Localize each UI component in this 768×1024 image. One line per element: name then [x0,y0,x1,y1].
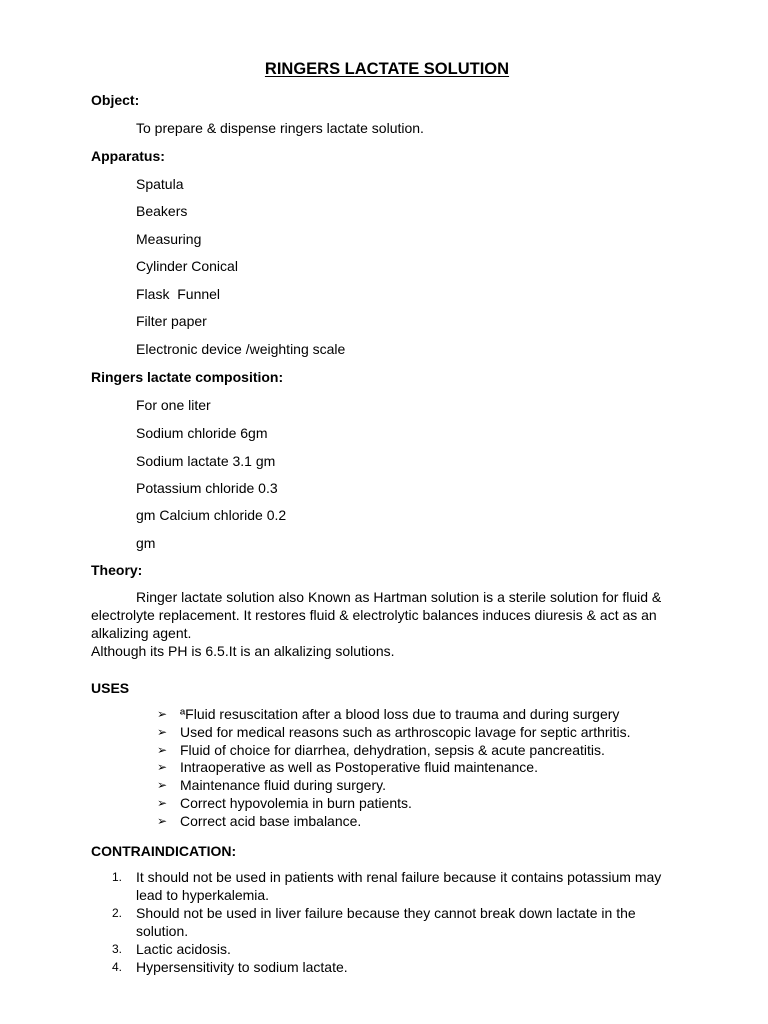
arrow-bullet-icon: ➢ [157,724,168,739]
arrow-bullet-icon: ➢ [157,795,168,810]
theory-heading: Theory: [91,562,143,578]
apparatus-item: Measuring [136,231,202,247]
contraindication-item: 4. Hypersensitivity to sodium lactate. [112,959,348,975]
composition-item: Sodium lactate 3.1 gm [136,453,276,469]
composition-heading: Ringers lactate composition: [91,369,284,385]
apparatus-item: Filter paper [136,313,207,329]
composition-item: gm Calcium chloride 0.2 [136,507,287,523]
theory-note: Although its PH is 6.5.It is an alkalizing solutions. [91,643,395,659]
document-page: RINGERS LACTATE SOLUTION Object: To prepare & dispense ringers lactate solution. Apparatus: Spatula Beakers Measuring Cylinder Conical Flask Funnel Filter paper Electronic device /weighting scale Ringers lactate composition: For one liter Sodium chloride 6gm Sodium lactate 3.1 gm Potassium chloride 0.3 gm Calcium chloride 0.2 gm Theory: Ringer lactate solution also Known as Hartman solution is a sterile solution for fluid & electrolyte replacement. It restores fluid & electrolytic balances induces diuresis & act as an alkalizing agent. Although its PH is 6.5.It is an alkalizing solutions. USES ➢ ªFluid resuscitation after a blood loss due to trauma and during surgery ➢ Used for medical reasons such as arthroscopic lavage for septic arthritis. ➢ Fluid of choice for diarrhea, dehydration, sepsis & acute pancreatitis. ➢ Intraoperative as well as Postoperative fluid maintenance. ➢ Maintenance fluid during surgery. ➢ Correct hypovolemia in burn patients. ➢ Correct acid base imbalance. CONTRAINDICATION: 1. It should not be used in patients with renal failure because it contains potassium may lead to hyperkalemia. 2. Should not be used in liver failure because they cannot break down lactate in the solution. 3. Lactic acidosis. 4. Hypersensitivity to sodium lactate. [0,0,768,1024]
composition-item: Potassium chloride 0.3 [136,480,278,496]
apparatus-item: Electronic device /weighting scale [136,341,346,357]
contraindication-item: 2. Should not be used in liver failure because they cannot break down lactate in the solution. [112,905,636,939]
composition-item: Sodium chloride 6gm [136,425,268,441]
contraindication-list [0,868,676,976]
arrow-bullet-icon: ➢ [157,760,168,775]
object-heading: Object: [91,92,140,108]
apparatus-item: Beakers [136,203,188,219]
arrow-bullet-icon: ➢ [157,742,168,757]
theory-paragraph [91,588,691,642]
composition-item: gm [136,535,156,551]
document-title: RINGERS LACTATE SOLUTION [264,60,510,78]
composition-item: For one liter [136,397,211,413]
contraindication-heading: CONTRAINDICATION: [91,843,237,859]
arrow-bullet-icon: ➢ [157,813,168,828]
apparatus-item: Cylinder Conical [136,258,238,274]
theory-paragraph-text: Ringer lactate solution also Known as Hartman solution is a sterile solution for fluid & electrolyte replacement. It restores fluid & electrolytic balances induces diuresis & act as an alkalizing agent. [91,589,662,641]
contraindication-item: 3. Lactic acidosis. [112,941,231,957]
object-text: To prepare & dispense ringers lactate solution. [136,120,424,136]
apparatus-item: Flask Funnel [136,286,221,302]
apparatus-heading: Apparatus: [91,148,165,164]
contraindication-item: 1. It should not be used in patients with renal failure because it contains potassium may lead to hyperkalemia. [112,869,662,903]
arrow-bullet-icon: ➢ [157,778,168,793]
apparatus-item: Spatula [136,176,184,192]
arrow-bullet-icon: ➢ [157,707,168,721]
uses-heading: USES [91,680,130,696]
